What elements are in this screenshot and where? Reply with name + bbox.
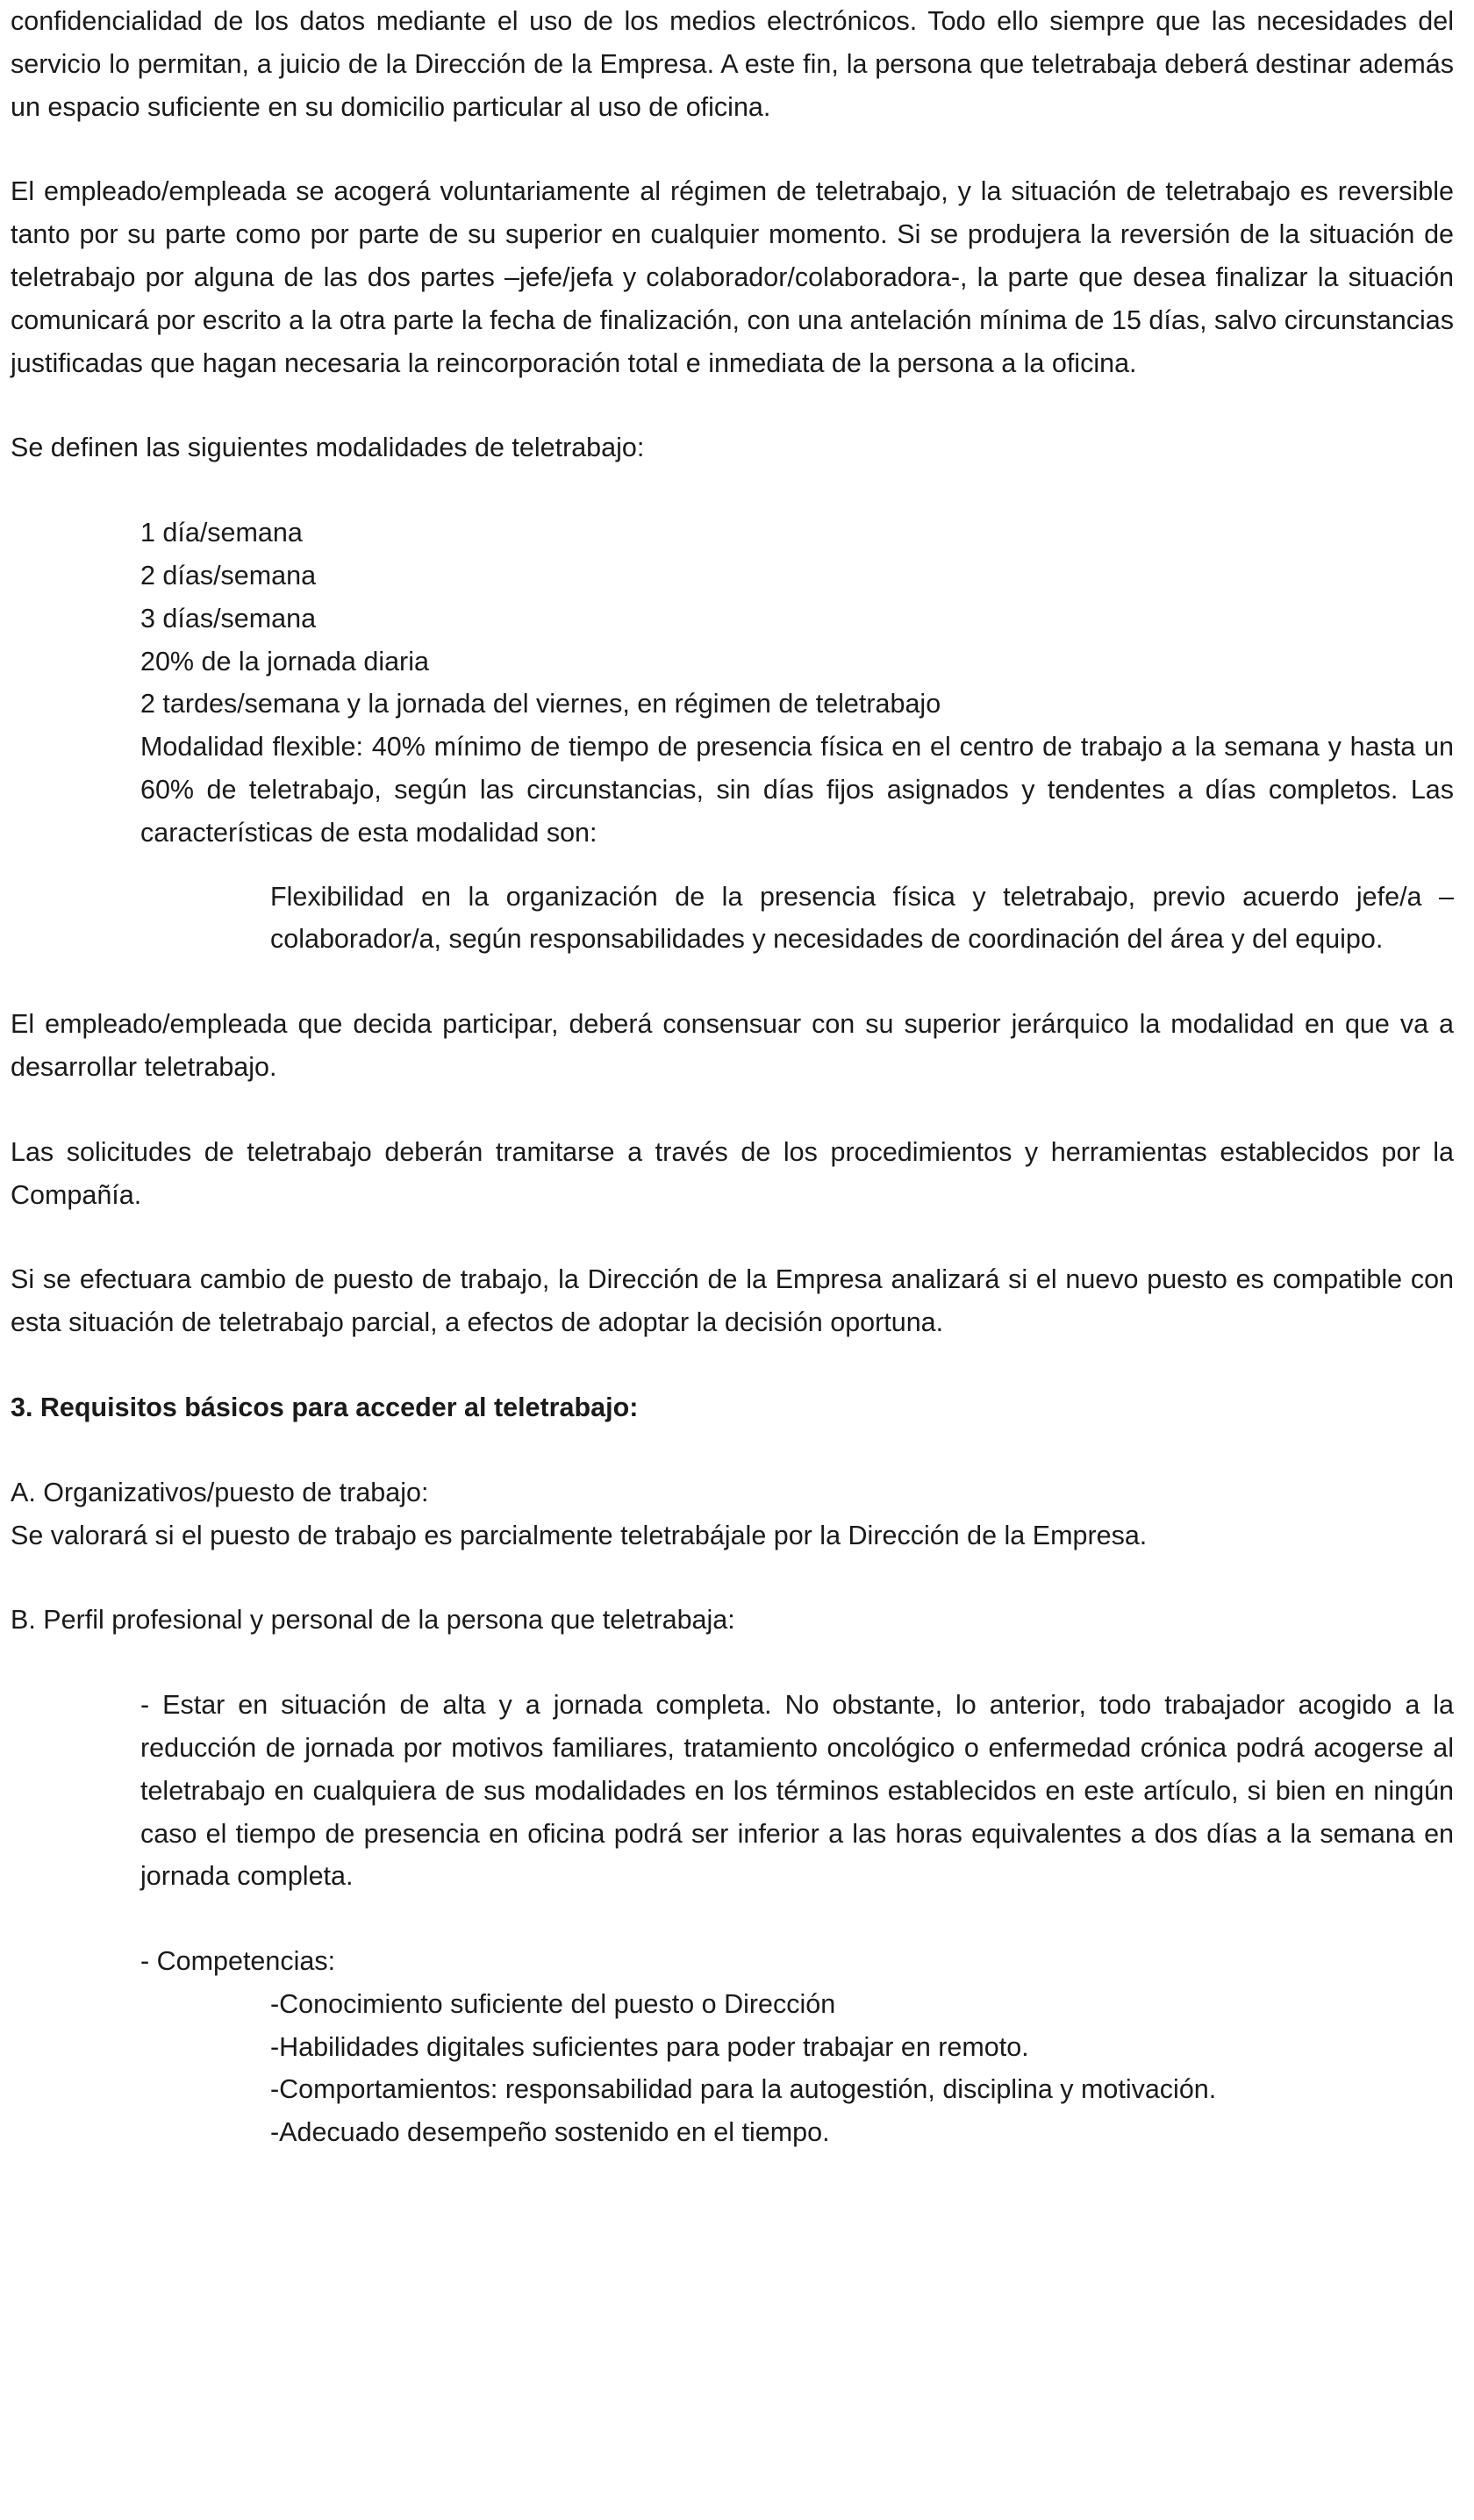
list-item: 2 días/semana [140,560,317,591]
list-item: -Habilidades digitales suficientes para poder trabajar en remoto. [270,2031,1029,2062]
requisito-a-text: Se valorará si el puesto de trabajo es parcialmente teletrabájale por la Dirección de la Empresa. [11,1520,1148,1550]
paragraph-cambio-puesto: Si se efectuara cambio de puesto de trabajo, la Dirección de la Empresa analizará si el nuevo puesto es compatible con esta situación de teletrabajo parcial, a efectos de adoptar la decisión oportuna. [11,1264,1454,1338]
paragraph-consensuar: El empleado/empleada que decida participar, deberá consensuar con su superior jerárquico la modalidad en que va a desarrollar teletrabajo. [11,1009,1454,1082]
competencias-title: - Competencias: [140,1946,336,1977]
document-page [11,0,1454,2154]
requisito-b-alta: - Estar en situación de alta y a jornada completa. No obstante, lo anterior, todo trabajador acogido a la reducción de jornada por motivos familiares, tratamiento oncológico o enfermedad crónica podrá acogerse al teletrabajo en cualquiera de sus modalidades en los términos establecidos en este artículo, si bien en ningún caso el tiempo de presencia en oficina podrá ser inferior a las horas equivalentes a dos días a la semana en jornada completa. [140,1690,1454,1892]
modalidades-list [140,512,1454,854]
modalidad-flexible: Modalidad flexible: 40% mínimo de tiempo de presencia física en el centro de trabajo a la semana y hasta un 60% de teletrabajo, según las circunstancias, sin días fijos asignados y tendentes a días completos. Las características de esta modalidad son: [140,732,1454,848]
list-item: 3 días/semana [140,603,317,634]
list-item: 20% de la jornada diaria [140,646,429,677]
paragraph-confidencialidad: confidencialidad de los datos mediante el uso de los medios electrónicos. Todo ello siempre que las necesidades del servicio lo permitan, a juicio de la Dirección de la Empresa. A este fin, la persona que teletrabaja deberá destinar además un espacio suficiente en su domicilio particular al uso de oficina. [11,6,1454,122]
requisito-b-title: B. Perfil profesional y personal de la persona que teletrabaja: [11,1605,735,1636]
section-3-heading: 3. Requisitos básicos para acceder al teletrabajo: [11,1392,639,1422]
paragraph-solicitudes: Las solicitudes de teletrabajo deberán tramitarse a través de los procedimientos y herramientas establecidos por la Compañía. [11,1136,1454,1210]
paragraph-modalidades-intro: Se definen las siguientes modalidades de teletrabajo: [11,433,645,463]
list-item: 1 día/semana [140,518,303,548]
competencias-list [270,1983,1454,2154]
list-item: -Adecuado desempeño sostenido en el tiempo. [270,2117,830,2148]
paragraph-voluntario: El empleado/empleada se acogerá voluntariamente al régimen de teletrabajo, y la situación de teletrabajo es reversible tanto por su parte como por parte de su superior en cualquier momento. Si se produjera la reversión de la situación de teletrabajo por alguna de las dos partes –jefe/jefa y colaborador/colaboradora-, la parte que desea finalizar la situación comunicará por escrito a la otra parte la fecha de finalización, con una antelación mínima de 15 días, salvo circunstancias justificadas que hagan necesaria la reincorporación total e inmediata de la persona a la oficina. [11,176,1454,378]
list-item: -Conocimiento suficiente del puesto o Dirección [270,1988,836,2019]
list-item: -Comportamientos: responsabilidad para la autogestión, disciplina y motivación. [270,2074,1217,2105]
requisito-a-title: A. Organizativos/puesto de trabajo: [11,1477,429,1507]
flexible-caracteristica: Flexibilidad en la organización de la presencia física y teletrabajo, previo acuerdo jefe/a – colaborador/a, según responsabilidades y necesidades de coordinación del área y del equipo. [270,881,1454,955]
list-item: 2 tardes/semana y la jornada del viernes, en régimen de teletrabajo [140,689,941,719]
